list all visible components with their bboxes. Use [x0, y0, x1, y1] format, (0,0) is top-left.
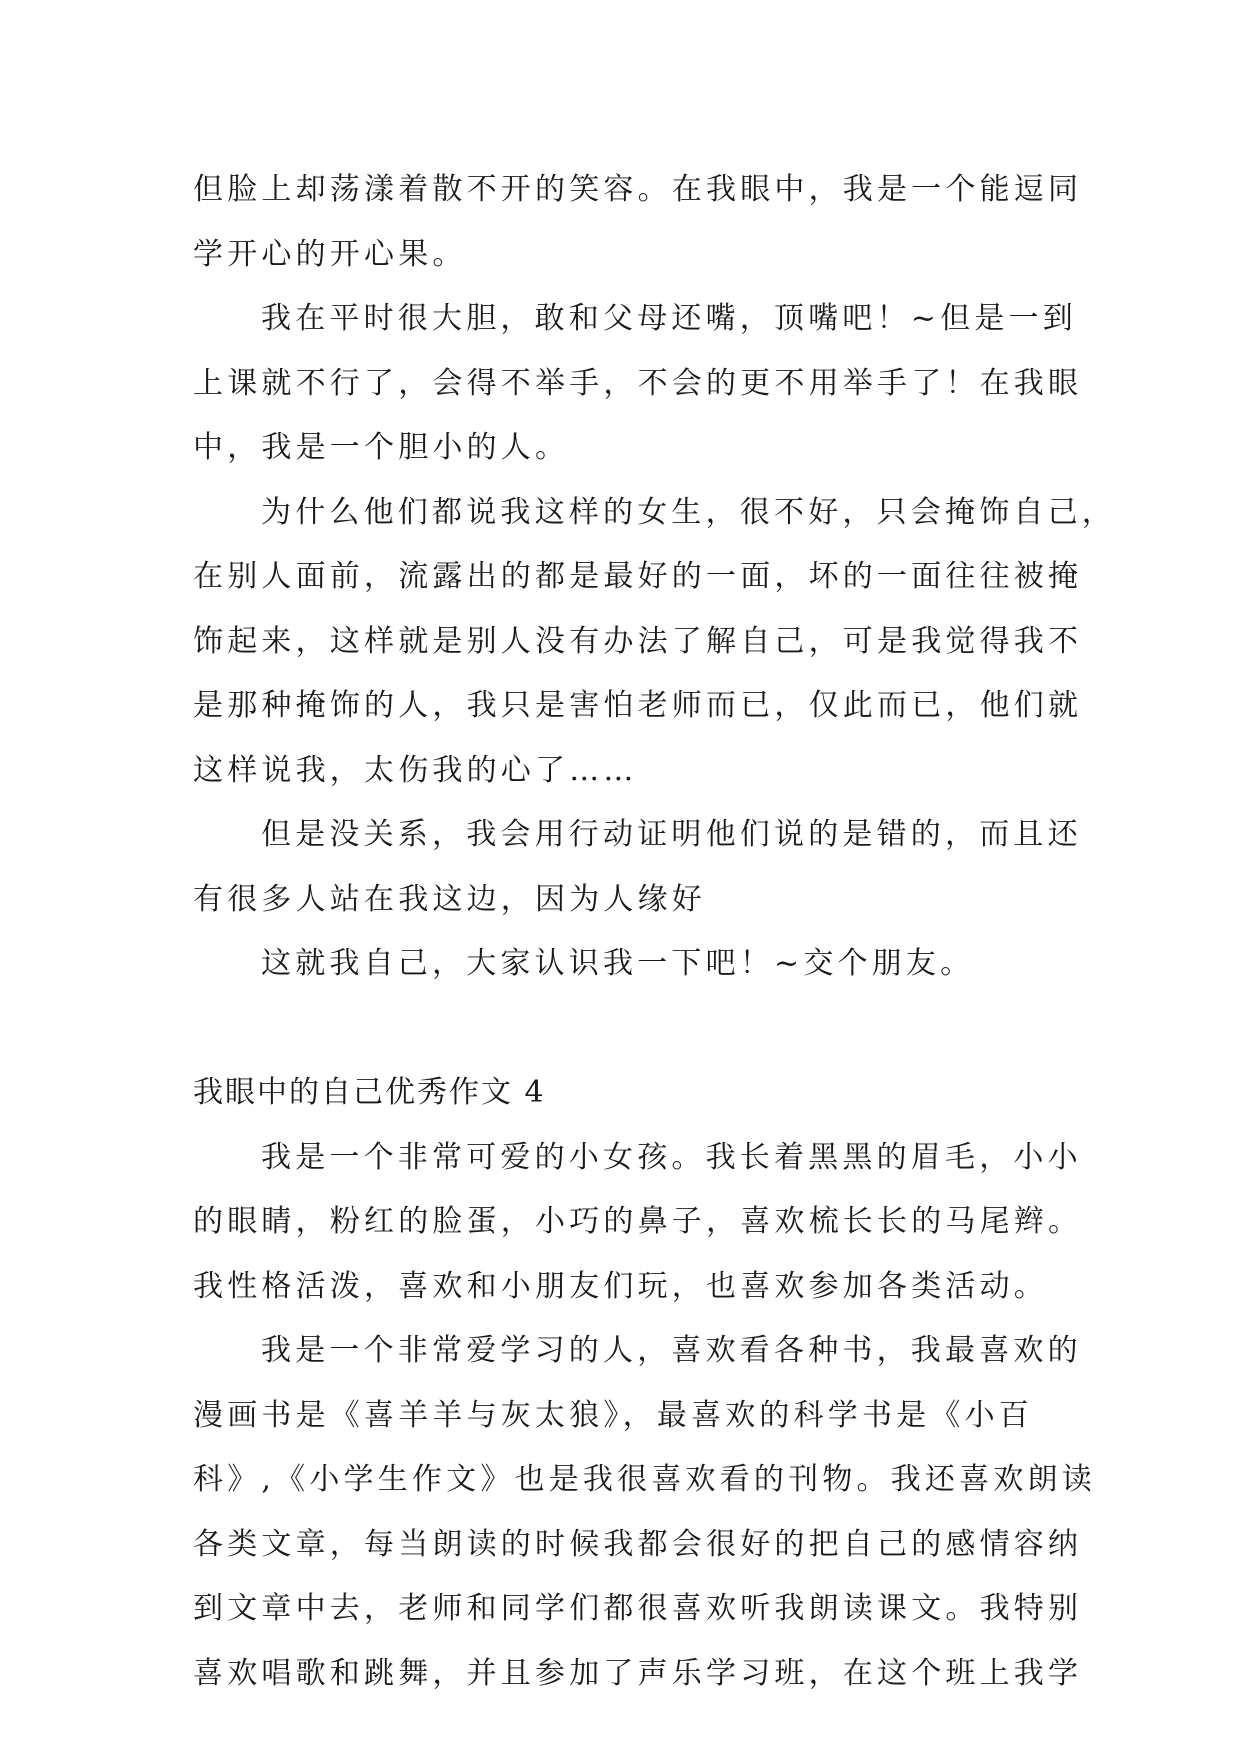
text-line: 在别人面前，流露出的都是最好的一面，坏的一面往往被掩: [193, 559, 1083, 594]
paragraph: [193, 287, 1083, 481]
text-line: 漫画书是《喜羊羊与灰太狼》，最喜欢的科学书是《小百: [193, 1397, 1033, 1433]
text-line: 我是一个非常爱学习的人，喜欢看各种书，我最喜欢的: [261, 1333, 1082, 1368]
text-line: 但是没关系，我会用行动证明他们说的是错的，而且还: [261, 817, 1082, 852]
paragraph: [193, 1319, 1096, 1706]
text-line: 这就我自己，大家认识我一下吧！~交个朋友。: [261, 946, 975, 981]
text-line: 的眼睛，粉红的脸蛋，小巧的鼻子，喜欢梳长长的马尾辫。: [193, 1204, 1083, 1239]
text-line: 中，我是一个胆小的人。: [193, 430, 570, 465]
text-line: 喜欢唱歌和跳舞，并且参加了声乐学习班，在这个班上我学: [193, 1655, 1083, 1691]
text-line: 到文章中去，老师和同学们都很喜欢听我朗读课文。我特别: [193, 1591, 1083, 1626]
text-line: 各类文章，每当朗读的时候我都会很好的把自己的感情容纳: [193, 1526, 1083, 1562]
text-line: 学开心的开心果。: [193, 236, 467, 272]
text-line: 这样说我，太伤我的心了……: [193, 752, 638, 788]
text-line: 是那种掩饰的人，我只是害怕老师而已，仅此而已，他们就: [193, 688, 1083, 723]
paragraph: [193, 158, 1083, 287]
text-line: 为什么他们都说我这样的女生，很不好，只会掩饰自己，: [261, 494, 1116, 530]
text-line: 我在平时很大胆，敢和父母还嘴，顶嘴吧！~但是一到: [261, 301, 1077, 336]
paragraph: [193, 932, 1053, 997]
section-title: 我眼中的自己优秀作文 4: [193, 1075, 546, 1110]
text-line: 但脸上却荡漾着散不开的笑容。在我眼中，我是一个能逗同: [193, 172, 1083, 207]
blank-line: [193, 997, 1053, 1062]
paragraph: [193, 481, 1116, 804]
text-line: 有很多人站在我这边，因为人缘好: [193, 881, 706, 917]
text-line: 我是一个非常可爱的小女孩。我长着黑黑的眉毛，小小: [261, 1139, 1082, 1175]
paragraph: [193, 803, 1082, 932]
paragraph: [193, 1126, 1083, 1320]
text-line: 饰起来，这样就是别人没有办法了解自己，可是我觉得我不: [193, 623, 1083, 659]
document-page: [193, 158, 1116, 1706]
text-line: 上课就不行了，会得不举手，不会的更不用举手了！在我眼: [193, 365, 1083, 401]
text-line: 科》,《小学生作文》也是我很喜欢看的刊物。我还喜欢朗读: [193, 1462, 1096, 1497]
text-line: 我性格活泼，喜欢和小朋友们玩，也喜欢参加各类活动。: [193, 1268, 1048, 1304]
